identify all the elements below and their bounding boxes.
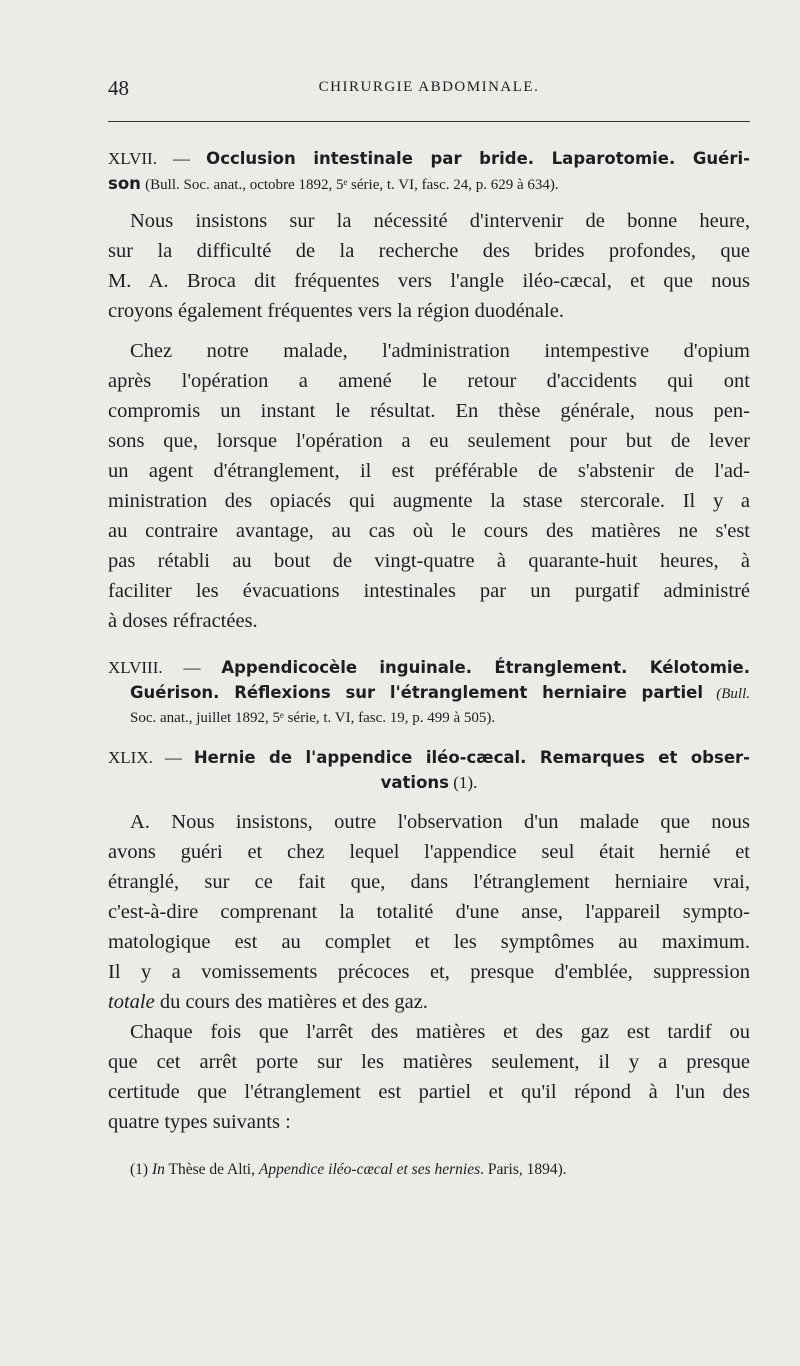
section-47-paragraph-1 [108,206,750,326]
text-line: quatre types suivants : [108,1111,291,1133]
section-47-title-cont: son [108,174,141,193]
section-49-paragraph-1 [108,807,750,1017]
section-47-reference: (Bull. Soc. anat., octobre 1892, 5ᵉ série, t. VI, fasc. 24, p. 629 à 634). [145,177,559,193]
footnote-place: . Paris, 1894). [480,1161,567,1178]
text-line: A. Nous insistons, outre l'observation d'un malade que nous [130,811,750,833]
section-48-title-line-2 [108,680,750,707]
text-line: sons que, lorsque l'opération a eu seulement pour but de lever [108,430,750,452]
text-line: croyons également fréquentes vers la région duodénale. [108,300,564,322]
footnote-in: In [151,1161,165,1178]
section-49-title-line-2 [108,770,750,795]
text-line: M. A. Broca dit fréquentes vers l'angle iléo-cæcal, et que nous [108,270,750,292]
section-48-heading [108,655,750,729]
italic-word: totale [108,991,155,1013]
text-line: un agent d'étranglement, il est préférable de s'abstenir de l'ad- [108,460,750,482]
text-line: que cet arrêt porte sur les matières seulement, il y a presque [108,1051,750,1073]
text-line: c'est-à-dire comprenant la totalité d'une anse, l'appareil sympto- [108,901,750,923]
text-line: au contraire avantage, au cas où le cours des matières ne s'est [108,520,750,542]
text-line: Il y a vomissements précoces et, presque d'emblée, suppression [108,961,750,983]
section-47-title-line-2 [108,171,750,198]
section-48-title-cont: Guérison. Réflexions sur l'étranglement herniaire partiel [130,683,703,702]
page-header [108,76,750,106]
section-47-title-line-1 [108,146,750,171]
footnote-reference: (1). [453,773,478,792]
text-line [108,987,750,1017]
section-47-heading [108,146,750,198]
text-line: faciliter les évacuations intestinales par un purgatif administré [108,580,750,602]
section-49-title: Hernie de l'appendice iléo-cæcal. Remarques et obser- [193,748,750,767]
text-line: Nous insistons sur la nécessité d'intervenir de bonne heure, [130,210,750,232]
section-49-title-cont: vations [380,773,449,792]
section-48-reference: Soc. anat., juillet 1892, 5ᵉ série, t. VI, fasc. 19, p. 499 à 505). [130,710,496,726]
text-run: du cours des matières et des gaz. [154,991,428,1013]
footnote-title: Appendice iléo-cæcal et ses hernies [258,1161,481,1178]
running-title: CHIRURGIE ABDOMINALE. [318,79,540,95]
section-49-heading [108,745,750,795]
footnote [130,1159,750,1181]
text-line: compromis un instant le résultat. En thèse générale, nous pen- [108,400,750,422]
footnote-marker: (1) [130,1161,149,1178]
text-line: sur la difficulté de la recherche des brides profondes, que [108,240,750,262]
footnote-text: Thèse de Alti, [164,1161,259,1178]
section-49-number: XLIX. — [108,748,182,767]
text-line: Chez notre malade, l'administration intempestive d'opium [130,340,750,362]
section-49-title-line-1 [108,745,750,770]
page-number: 48 [108,76,129,100]
text-line: Chaque fois que l'arrêt des matières et des gaz est tardif ou [130,1021,750,1043]
section-47-number: XLVII. — [108,149,191,168]
text-line: certitude que l'étranglement est partiel et qu'il répond à l'un des [108,1081,750,1103]
section-48-reference-start: (Bull. [716,686,751,702]
section-47-title: Occlusion intestinale par bride. Laparotomie. Guéri- [206,149,750,168]
section-49-paragraph-2 [108,1017,750,1137]
section-47-paragraph-2 [108,336,750,636]
header-rule [108,121,750,122]
text-line: avons guéri et chez lequel l'appendice seul était hernié et [108,841,750,863]
text-line: pas rétabli au bout de vingt-quatre à quarante-huit heures, à [108,550,750,572]
section-48-title: Appendicocèle inguinale. Étranglement. Kélotomie. [221,658,750,677]
text-line: étranglé, sur ce fait que, dans l'étranglement herniaire vrai, [108,871,750,893]
text-line: après l'opération a amené le retour d'accidents qui ont [108,370,750,392]
text-line: matologique est au complet et les symptômes au maximum. [108,931,750,953]
text-line: à doses réfractées. [108,610,258,632]
section-48-number: XLVIII. — [108,658,201,677]
section-48-title-line-1 [108,655,750,680]
text-line: ministration des opiacés qui augmente la stase stercorale. Il y a [108,490,750,512]
